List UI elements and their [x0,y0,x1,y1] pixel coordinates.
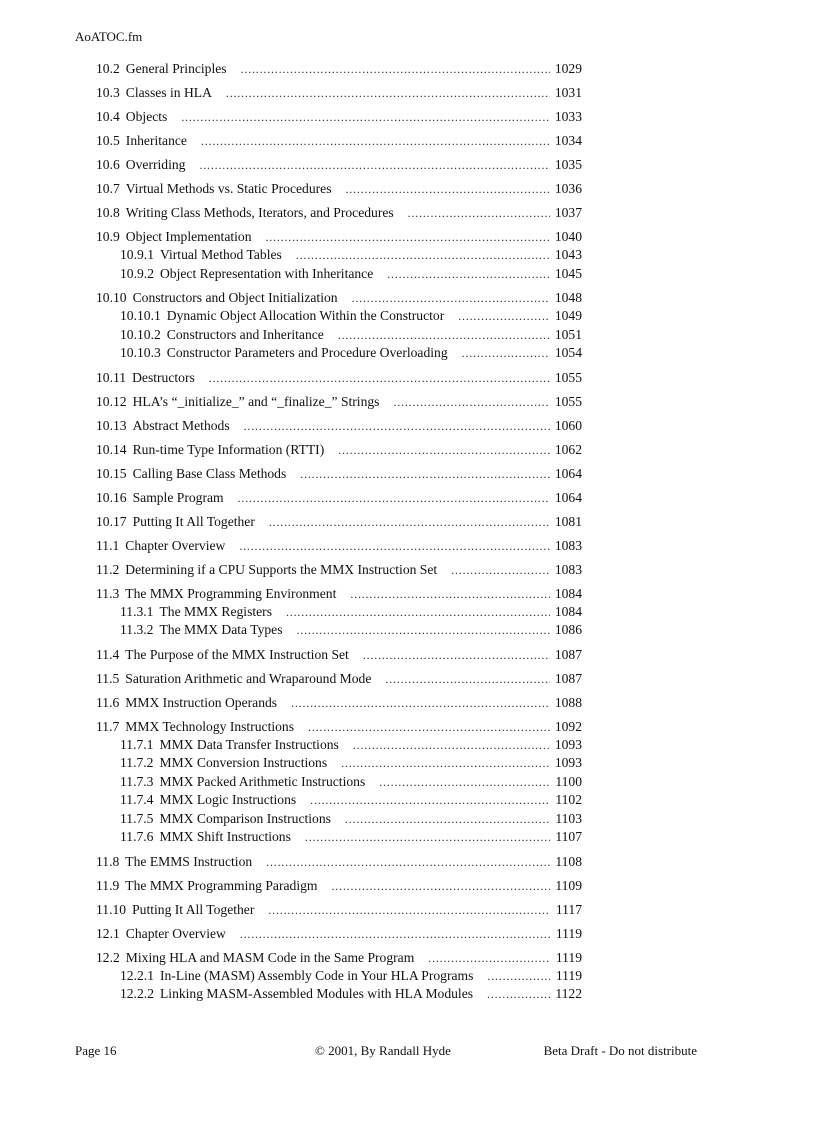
toc-entry[interactable] [96,289,582,307]
toc-entry-number: 11.1 [96,537,120,553]
dot-leader [346,180,551,198]
toc-entry-number: 10.13 [96,417,127,433]
toc-entry[interactable] [96,670,582,688]
toc-entry-page: 1055 [554,393,582,409]
toc-entry-title: Calling Base Class Methods [132,465,287,481]
toc-entry-title: Object Representation with Inheritance [159,265,374,281]
toc-entry-number: 10.10.3 [120,345,161,360]
dot-leader [363,646,550,664]
toc-entry-page: 1033 [554,109,582,124]
toc-entry[interactable] [96,718,582,736]
dot-leader [226,84,550,102]
toc-entry-title: MMX Technology Instructions [125,718,295,734]
toc-entry-title: The MMX Programming Environment [125,585,337,601]
dot-leader [266,228,551,246]
toc-entry-title: Writing Class Methods, Iterators, and Procedures [125,205,394,220]
toc-entry[interactable] [96,621,582,640]
toc-entry-title: Run-time Type Information (RTTI) [132,441,325,457]
toc-entry-title: MMX Comparison Instructions [159,810,331,826]
toc-entry-page: 1092 [554,718,582,734]
toc-entry-number: 12.1 [96,925,120,941]
toc-entry-number: 12.2.2 [120,986,154,1001]
toc-entry-title: Saturation Arithmetic and Wraparound Mode [125,670,372,686]
toc-entry-title: The MMX Data Types [159,622,283,637]
dot-leader [269,513,550,531]
toc-entry-number: 10.5 [96,133,120,148]
toc-entry[interactable] [96,417,582,435]
toc-entry[interactable] [96,791,582,810]
toc-entry-page: 1060 [554,417,582,433]
dot-leader [244,417,550,435]
dot-leader [199,156,550,174]
toc-entry[interactable] [96,60,582,78]
dot-leader [379,773,550,792]
toc-entry-number: 10.14 [96,441,127,457]
toc-entry-page: 1064 [554,489,582,505]
toc-entry-title: Overriding [125,157,186,172]
toc-entry-title: The Purpose of the MMX Instruction Set [125,646,349,662]
toc-entry-number: 11.2 [96,561,120,577]
toc-entry-number: 11.7.4 [120,792,154,807]
toc-entry[interactable] [96,393,582,411]
dot-leader [350,585,550,603]
dot-leader [458,307,550,326]
toc-entry[interactable] [96,537,582,555]
toc-entry-title: Constructors and Object Initialization [132,290,338,305]
toc-entry-page: 1093 [554,736,582,752]
toc-entry-number: 10.2 [96,61,120,76]
toc-entry-title: Sample Program [132,489,224,505]
toc-entry[interactable] [96,967,582,986]
toc-entry-title: MMX Shift Instructions [159,829,291,844]
toc-entry-page: 1051 [554,326,582,342]
toc-entry[interactable] [96,925,582,943]
dot-leader [393,393,550,411]
toc-entry-page: 1084 [554,585,582,601]
toc-entry-title: Constructor Parameters and Procedure Overloading [166,345,448,360]
toc-entry-title: The EMMS Instruction [125,853,253,869]
dot-leader [286,603,550,622]
toc-entry-title: Putting It All Together [132,513,255,529]
toc-entry[interactable] [96,326,582,345]
dot-leader [241,60,550,78]
toc-entry-title: Constructors and Inheritance [166,326,324,342]
toc-entry-number: 12.2.1 [120,967,154,983]
toc-entry-number: 11.7.3 [120,773,154,789]
toc-entry[interactable] [96,228,582,246]
toc-entry[interactable] [96,265,582,284]
toc-entry-page: 1119 [555,925,582,941]
dot-leader [297,621,551,640]
dot-leader [239,537,550,555]
toc-entry-number: 11.3.1 [120,603,154,619]
toc-entry-number: 11.8 [96,853,120,869]
toc-entry-number: 11.7 [96,718,120,734]
toc-entry[interactable] [96,204,582,222]
toc-entry-title: MMX Instruction Operands [125,694,278,710]
toc-entry-number: 10.17 [96,513,127,529]
dot-leader [238,489,550,507]
copyright-notice: © 2001, By Randall Hyde [315,1043,451,1058]
toc-entry[interactable] [96,694,582,712]
toc-entry-page: 1055 [554,369,582,385]
toc-entry-page: 1048 [554,290,582,305]
toc-entry-page: 1031 [554,85,582,100]
toc-entry-title: The MMX Programming Paradigm [125,877,318,893]
toc-entry[interactable] [96,180,582,198]
toc-entry-title: HLA’s “_initialize_” and “_finalize_” Strings [132,393,380,409]
toc-entry-title: MMX Packed Arithmetic Instructions [159,773,366,789]
dot-leader [201,132,550,150]
toc-entry[interactable] [96,853,582,871]
toc-entry[interactable] [96,513,582,531]
dot-leader [352,289,550,307]
toc-entry-number: 11.7.2 [120,755,154,770]
toc-entry-title: Abstract Methods [132,417,230,433]
toc-entry-page: 1049 [554,308,582,323]
toc-entry[interactable] [96,646,582,664]
dot-leader [331,877,550,895]
dot-leader [338,441,550,459]
toc-entry-page: 1100 [555,773,582,789]
toc-entry-title: Inheritance [125,133,187,148]
toc-entry-page: 1084 [554,603,582,619]
toc-entry-number: 10.9.2 [120,265,154,281]
toc-entry-number: 11.7.5 [120,810,154,826]
toc-entry-title: MMX Data Transfer Instructions [159,736,339,752]
toc-entry-number: 11.7.1 [120,736,154,752]
toc-entry-page: 1036 [554,181,582,196]
toc-entry-title: Destructors [132,369,195,385]
toc-entry[interactable] [96,901,582,919]
toc-entry-page: 1119 [555,967,582,983]
dot-leader [408,204,550,222]
toc-entry[interactable] [96,246,582,265]
toc-entry-page: 1122 [555,986,582,1001]
toc-entry-page: 1083 [554,537,582,553]
toc-entry-page: 1109 [555,877,582,893]
dot-leader [296,246,550,265]
toc-entry-number: 11.10 [96,901,127,917]
toc-entry-number: 10.12 [96,393,127,409]
toc-entry-title: MMX Conversion Instructions [159,755,328,770]
toc-entry-number: 10.9.1 [120,247,154,262]
toc-entry[interactable] [96,736,582,755]
toc-entry-number: 10.7 [96,181,120,196]
toc-entry-page: 1117 [555,901,582,917]
toc-entry-title: Classes in HLA [125,85,212,100]
toc-entry-page: 1081 [554,513,582,529]
toc-entry[interactable] [96,828,582,847]
toc-entry[interactable] [96,441,582,459]
dot-leader [338,326,550,345]
toc-entry-number: 11.9 [96,877,120,893]
toc-entry[interactable] [96,344,582,363]
toc-entry-title: General Principles [125,61,227,76]
toc-entry-number: 10.4 [96,109,120,124]
dot-leader [487,985,550,1004]
toc-entry[interactable] [96,985,582,1004]
dot-leader [341,754,550,773]
toc-entry-number: 10.8 [96,205,120,220]
toc-entry-page: 1034 [554,133,582,148]
toc-entry-page: 1102 [555,792,582,807]
toc-entry-number: 11.4 [96,646,120,662]
toc-entry-title: Object Implementation [125,229,252,244]
toc-entry-title: Determining if a CPU Supports the MMX Instruction Set [125,561,438,577]
toc-entry-title: Putting It All Together [132,901,255,917]
dot-leader [387,265,550,284]
toc-entry-title: The MMX Registers [159,603,272,619]
dot-leader [305,828,550,847]
toc-entry-page: 1108 [555,853,582,869]
toc-entry-page: 1062 [554,441,582,457]
toc-entry-number: 10.9 [96,229,120,244]
toc-entry[interactable] [96,585,582,603]
toc-entry-page: 1086 [554,622,582,637]
toc-entry[interactable] [96,773,582,792]
toc-entry-page: 1088 [554,694,582,710]
toc-entry-title: Chapter Overview [125,925,226,941]
dot-leader [487,967,550,986]
toc-entry-title: Dynamic Object Allocation Within the Constructor [166,308,445,323]
toc-entry-title: Chapter Overview [125,537,226,553]
toc-entry[interactable] [96,108,582,126]
toc-entry-title: MMX Logic Instructions [159,792,297,807]
toc-entry-number: 10.10 [96,290,127,305]
toc-entry[interactable] [96,465,582,483]
running-header: AoATOC.fm [75,29,143,44]
toc-entry[interactable] [96,84,582,102]
dot-leader [291,694,550,712]
toc-entry-number: 11.7.6 [120,829,154,844]
toc-entry-title: In-Line (MASM) Assembly Code in Your HLA Programs [159,967,474,983]
toc-entry-page: 1029 [554,61,582,76]
dot-leader [353,736,550,755]
table-of-contents [96,60,582,1004]
toc-entry-number: 11.5 [96,670,120,686]
toc-entry-page: 1045 [554,265,582,281]
toc-entry-page: 1093 [554,755,582,770]
toc-entry-number: 10.15 [96,465,127,481]
toc-entry-page: 1054 [554,345,582,360]
toc-entry-page: 1064 [554,465,582,481]
toc-entry[interactable] [96,754,582,773]
toc-entry-page: 1037 [554,205,582,220]
toc-entry[interactable] [96,877,582,895]
dot-leader [300,465,550,483]
dot-leader [266,853,550,871]
dot-leader [240,925,550,943]
toc-entry-number: 10.10.2 [120,326,161,342]
toc-entry-number: 10.11 [96,369,127,385]
toc-entry-page: 1119 [555,949,582,965]
toc-entry[interactable] [96,369,582,387]
toc-entry-page: 1107 [555,829,582,844]
toc-entry[interactable] [96,603,582,622]
toc-entry-page: 1035 [554,157,582,172]
toc-entry-page: 1083 [554,561,582,577]
dot-leader [181,108,550,126]
dot-leader [462,344,550,363]
toc-entry-number: 10.3 [96,85,120,100]
toc-entry-title: Linking MASM-Assembled Modules with HLA Modules [159,986,474,1001]
toc-entry-page: 1087 [554,670,582,686]
toc-entry-title: Virtual Method Tables [159,247,282,262]
toc-entry[interactable] [96,949,582,967]
dot-leader [428,949,550,967]
toc-entry[interactable] [96,489,582,507]
draft-notice: Beta Draft - Do not distribute [543,1043,697,1058]
toc-entry[interactable] [96,132,582,150]
toc-entry-number: 10.10.1 [120,308,161,323]
dot-leader [308,718,550,736]
toc-entry[interactable] [96,561,582,579]
dot-leader [385,670,550,688]
page-number: Page 16 [75,1043,117,1058]
toc-entry-page: 1040 [554,229,582,244]
dot-leader [209,369,550,387]
toc-entry-page: 1043 [554,247,582,262]
toc-entry-page: 1103 [555,810,582,826]
toc-entry[interactable] [96,156,582,174]
toc-entry-number: 11.6 [96,694,120,710]
toc-entry-title: Objects [125,109,168,124]
toc-entry-title: Mixing HLA and MASM Code in the Same Program [125,949,415,965]
toc-entry-number: 10.6 [96,157,120,172]
dot-leader [268,901,550,919]
toc-entry[interactable] [96,307,582,326]
toc-entry-number: 11.3.2 [120,622,154,637]
toc-entry-number: 12.2 [96,949,120,965]
toc-entry[interactable] [96,810,582,829]
toc-entry-number: 11.3 [96,585,120,601]
dot-leader [451,561,550,579]
toc-entry-page: 1087 [554,646,582,662]
toc-entry-title: Virtual Methods vs. Static Procedures [125,181,332,196]
dot-leader [345,810,550,829]
toc-entry-number: 10.16 [96,489,127,505]
dot-leader [310,791,550,810]
